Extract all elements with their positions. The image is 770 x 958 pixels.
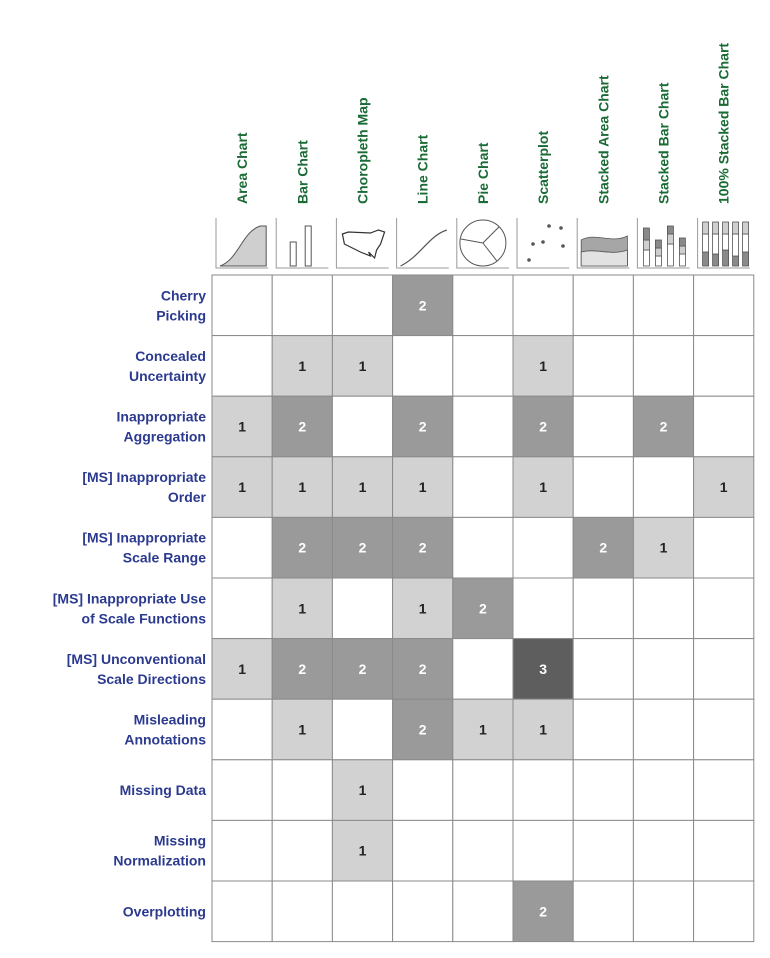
heatmap-cell bbox=[393, 760, 453, 821]
cell-value-label: 2 bbox=[358, 539, 367, 556]
cell-value-label: 2 bbox=[659, 418, 668, 435]
heatmap-cell bbox=[212, 275, 272, 336]
cell-value-label: 1 bbox=[659, 539, 668, 556]
heatmap-cell bbox=[633, 275, 693, 336]
row-label: Picking bbox=[156, 307, 206, 324]
cell-value-label: 2 bbox=[539, 418, 547, 435]
row-label: Aggregation bbox=[123, 428, 206, 445]
column-label: Stacked Area Chart bbox=[595, 75, 612, 204]
choropleth-map-icon bbox=[336, 218, 388, 268]
heatmap-cell bbox=[332, 578, 392, 639]
row-label: Uncertainty bbox=[128, 367, 206, 384]
heatmap-cell bbox=[212, 760, 272, 821]
cell-value-label: 2 bbox=[418, 660, 427, 677]
heatmap-cell bbox=[272, 820, 332, 881]
heatmap-cell bbox=[694, 336, 754, 397]
cell-value-label: 2 bbox=[298, 539, 307, 556]
heatmap-cell bbox=[332, 275, 392, 336]
column-label: Line Chart bbox=[414, 134, 431, 204]
heatmap-cell bbox=[272, 881, 332, 942]
cell-value-label: 1 bbox=[358, 357, 367, 374]
cell-value-label: 1 bbox=[358, 842, 367, 859]
heatmap-cell bbox=[332, 881, 392, 942]
heatmap-cell bbox=[453, 881, 513, 942]
heatmap-cell bbox=[694, 275, 754, 336]
heatmap-cell bbox=[453, 639, 513, 700]
heatmap-cell bbox=[453, 275, 513, 336]
row-label: [MS] Unconventional bbox=[66, 650, 206, 667]
scatterplot-icon bbox=[517, 218, 569, 268]
heatmap-cell bbox=[393, 336, 453, 397]
heatmap-cell bbox=[573, 457, 633, 518]
row-label: of Scale Functions bbox=[81, 610, 206, 627]
heatmap-cell bbox=[332, 699, 392, 760]
cell-value-label: 1 bbox=[539, 721, 547, 738]
heatmap-cell bbox=[513, 517, 573, 578]
heatmap-cell bbox=[212, 699, 272, 760]
stacked-bar-chart-icon bbox=[637, 218, 689, 268]
heatmap-cell bbox=[453, 396, 513, 457]
cell-value-label: 1 bbox=[479, 721, 487, 738]
cell-value-label: 1 bbox=[298, 357, 307, 374]
heatmap-cell bbox=[272, 760, 332, 821]
heatmap-cell bbox=[573, 336, 633, 397]
row-label: Misleading bbox=[133, 711, 206, 728]
heatmap-cell bbox=[694, 760, 754, 821]
cell-value-label: 2 bbox=[418, 721, 427, 738]
row-label: [MS] Inappropriate bbox=[82, 529, 206, 546]
cell-value-label: 1 bbox=[358, 479, 367, 496]
cell-value-label: 1 bbox=[358, 782, 367, 799]
heatmap-cell bbox=[573, 639, 633, 700]
heatmap-cell bbox=[453, 336, 513, 397]
heatmap-cell bbox=[212, 578, 272, 639]
column-label: Bar Chart bbox=[294, 140, 311, 204]
cell-value-label: 1 bbox=[539, 357, 547, 374]
heatmap-cell bbox=[694, 881, 754, 942]
row-label: Scale Directions bbox=[97, 670, 206, 687]
column-label: Stacked Bar Chart bbox=[655, 82, 672, 204]
heatmap-cell bbox=[453, 457, 513, 518]
percent-stacked-bar-chart-icon bbox=[698, 218, 750, 268]
bar-chart-icon bbox=[276, 218, 328, 268]
heatmap-cell bbox=[453, 760, 513, 821]
heatmap-cell bbox=[453, 820, 513, 881]
cell-value-label: 1 bbox=[238, 660, 246, 677]
area-chart-icon bbox=[216, 218, 268, 268]
stacked-area-chart-icon bbox=[577, 218, 629, 268]
column-label: 100% Stacked Bar Chart bbox=[715, 42, 732, 204]
cell-value-label: 2 bbox=[298, 418, 307, 435]
heatmap-cell bbox=[393, 820, 453, 881]
cell-value-label: 1 bbox=[539, 479, 547, 496]
row-label: Normalization bbox=[113, 852, 206, 869]
row-label: Overplotting bbox=[122, 903, 206, 920]
heatmap-cell bbox=[332, 396, 392, 457]
column-label: Area Chart bbox=[234, 132, 251, 204]
line-chart-icon bbox=[397, 218, 449, 268]
heatmap-cell bbox=[633, 336, 693, 397]
cell-value-label: 1 bbox=[298, 721, 307, 738]
cell-value-label: 3 bbox=[539, 660, 547, 677]
row-label: Missing bbox=[153, 832, 206, 849]
heatmap-cell bbox=[513, 275, 573, 336]
column-label: Pie Chart bbox=[474, 142, 491, 204]
row-label: Order bbox=[167, 489, 206, 506]
heatmap-cell bbox=[633, 881, 693, 942]
heatmap-cell bbox=[694, 639, 754, 700]
heatmap-cell bbox=[513, 760, 573, 821]
heatmap-cell bbox=[573, 760, 633, 821]
cell-value-label: 2 bbox=[418, 539, 427, 556]
heatmap-cell bbox=[694, 396, 754, 457]
column-label: Choropleth Map bbox=[354, 97, 371, 204]
cell-value-label: 1 bbox=[238, 418, 246, 435]
heatmap-cell bbox=[212, 881, 272, 942]
heatmap-cell bbox=[694, 517, 754, 578]
heatmap-cell bbox=[513, 820, 573, 881]
heatmap-cell bbox=[573, 881, 633, 942]
heatmap-cell bbox=[393, 881, 453, 942]
row-label: Inappropriate bbox=[116, 408, 206, 425]
cell-value-label: 2 bbox=[479, 600, 487, 617]
heatmap-cell bbox=[272, 275, 332, 336]
column-label: Scatterplot bbox=[535, 130, 552, 204]
heatmap-cell bbox=[694, 578, 754, 639]
heatmap-cell bbox=[573, 699, 633, 760]
pie-chart-icon bbox=[457, 218, 509, 268]
heatmap-cell bbox=[513, 578, 573, 639]
heatmap-cell bbox=[212, 820, 272, 881]
row-label: Cherry bbox=[160, 287, 206, 304]
cell-value-label: 1 bbox=[298, 600, 307, 617]
heatmap-cell bbox=[633, 639, 693, 700]
heatmap-cell bbox=[633, 820, 693, 881]
heatmap-cell bbox=[212, 517, 272, 578]
heatmap-cell bbox=[453, 517, 513, 578]
cell-value-label: 2 bbox=[599, 539, 608, 556]
row-label: Concealed bbox=[135, 347, 206, 364]
row-label: [MS] Inappropriate bbox=[82, 469, 206, 486]
row-label: Missing Data bbox=[119, 782, 206, 799]
heatmap-cell bbox=[633, 760, 693, 821]
cell-value-label: 1 bbox=[298, 479, 307, 496]
row-label: [MS] Inappropriate Use bbox=[52, 590, 206, 607]
cell-value-label: 1 bbox=[238, 479, 246, 496]
heatmap-cell bbox=[573, 820, 633, 881]
row-label: Scale Range bbox=[122, 549, 206, 566]
heatmap-cell bbox=[633, 699, 693, 760]
heatmap-cell bbox=[573, 396, 633, 457]
heatmap-cell bbox=[573, 275, 633, 336]
cell-value-label: 2 bbox=[539, 903, 547, 920]
row-label: Annotations bbox=[124, 731, 206, 748]
cell-value-label: 2 bbox=[358, 660, 367, 677]
cell-value-label: 1 bbox=[418, 479, 427, 496]
heatmap-cell bbox=[694, 699, 754, 760]
heatmap-cell bbox=[212, 336, 272, 397]
cell-value-label: 2 bbox=[298, 660, 307, 677]
heatmap-cell bbox=[633, 457, 693, 518]
cell-value-label: 1 bbox=[719, 479, 728, 496]
cell-value-label: 2 bbox=[418, 297, 427, 314]
heatmap-cell bbox=[694, 820, 754, 881]
heatmap-cell bbox=[633, 578, 693, 639]
heatmap-cell bbox=[573, 578, 633, 639]
cell-value-label: 1 bbox=[418, 600, 427, 617]
cell-value-label: 2 bbox=[418, 418, 427, 435]
